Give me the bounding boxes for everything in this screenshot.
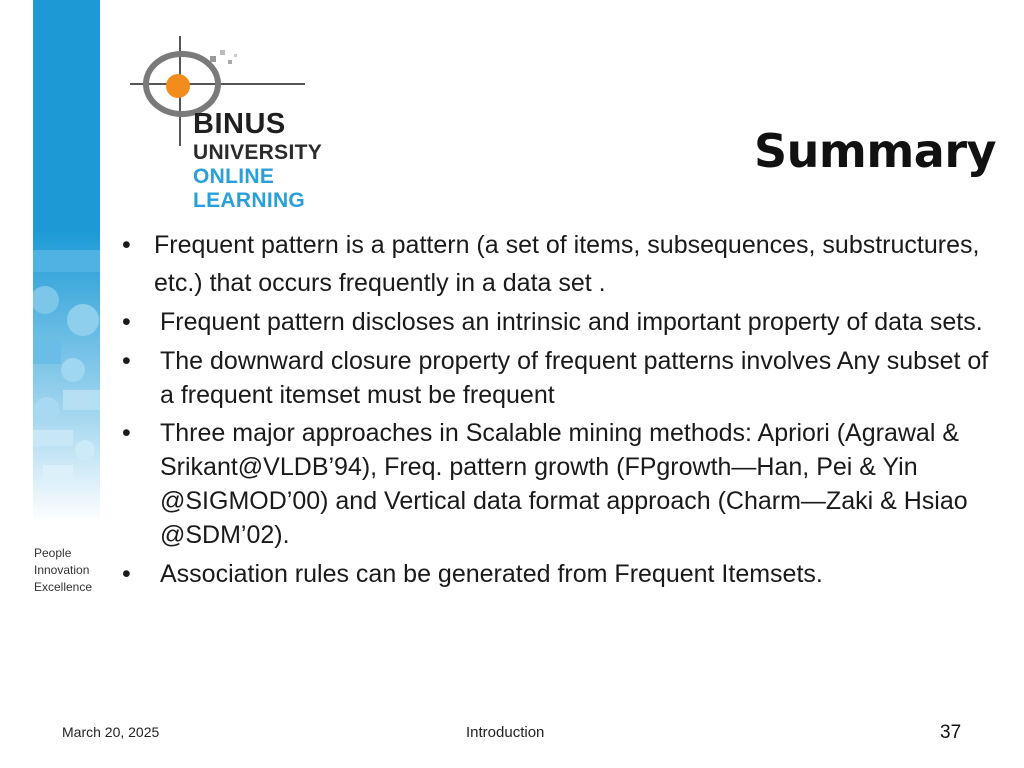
- bullet-item: [116, 416, 996, 552]
- bullet-text: Frequent pattern discloses an intrinsic and important property of data sets.: [160, 308, 983, 336]
- tagline-innovation: Innovation: [34, 563, 90, 577]
- page-number: 37: [940, 722, 962, 743]
- bullet-text: Frequent pattern is a pattern (a set of items, subsequences, substructures, etc.) that occurs frequently in a data set .: [154, 231, 980, 297]
- logo-line-online: ONLINE: [193, 165, 275, 188]
- bullet-text: The downward closure property of frequent patterns involves Any subset of a frequent itemset must be frequent: [160, 347, 989, 409]
- bullet-text: Three major approaches in Scalable mining methods: Apriori (Agrawal & Srikant@VLDB’94), Freq. pattern growth (FPgrowth—Han, Pei & Yin @SIGMOD’00) and Vertical data format approach (Charm—Zaki & Hsiao @SDM’02).: [160, 419, 968, 549]
- bullet-marker: •: [122, 419, 131, 447]
- footer-date: March 20, 2025: [62, 724, 160, 740]
- bullet-text: Association rules can be generated from Frequent Itemsets.: [160, 560, 823, 588]
- footer-section-title: Introduction: [466, 724, 545, 741]
- bullet-item: [116, 226, 996, 302]
- tagline-excellence: Excellence: [34, 580, 93, 594]
- bullet-item: [116, 344, 996, 412]
- bullet-marker: •: [122, 308, 131, 336]
- bullet-marker: •: [122, 231, 131, 259]
- bullet-marker: •: [122, 560, 131, 588]
- binus-logo-wordmark: [193, 108, 322, 213]
- brand-tagline: [34, 545, 92, 596]
- bullet-item: [116, 304, 996, 340]
- logo-line-learning: LEARNING: [193, 189, 306, 212]
- strip-pattern: [33, 0, 100, 768]
- bullet-marker: •: [122, 347, 131, 375]
- logo-line-binus: BINUS: [193, 108, 286, 140]
- tagline-people: People: [34, 546, 72, 560]
- logo-line-university: UNIVERSITY: [193, 141, 323, 164]
- decorative-side-strip: [33, 0, 100, 768]
- bullet-list: [116, 226, 996, 596]
- bullet-item: [116, 556, 996, 592]
- slide-title: Summary: [754, 124, 996, 178]
